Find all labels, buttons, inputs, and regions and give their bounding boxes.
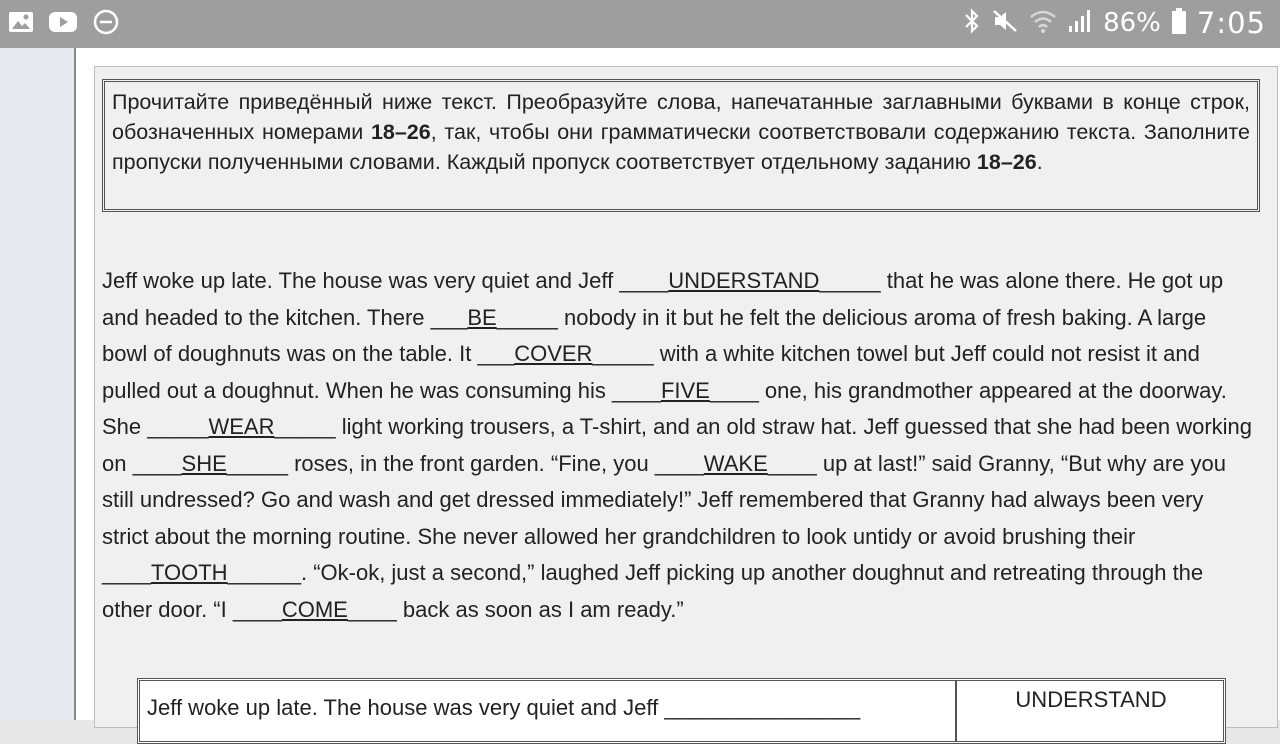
story-segment: . “Ok-ok, just a second,” laughed Jeff picking up another doughnut and retreating through the other door. “I — [102, 560, 1204, 622]
story-segment: roses, in the front garden. “Fine, you — [287, 450, 655, 476]
table-cell-word: UNDERSTAND — [1015, 687, 1167, 712]
story-text: Jeff woke up late. The house was very quiet and Jeff ____UNDERSTAND_____ that he was alone there. He got up and headed to the kitchen. There ___BE_____ nobody in it but he felt the delicious aroma of fresh baking. A large bowl of doughnuts was on the table. It ___COVER_____ with a white kitchen towel but Jeff could not resist it and pulled out a doughnut. When he was consuming his ____FIVE____ one, his grandmother appeared at the doorway. She _____WEAR_____ light working trousers, a T-shirt, and an old straw hat. Jeff guessed that she had been working on ____SHE_____ roses, in the front garden. “Fine, you ____WAKE____ up at last!” said Granny, “But why are you still undressed? Go and wash and get dressed immediately!” Jeff remembered that Granny had always been very strict about the morning routine. She never allowed her grandchildren to look untidy or avoid brushing their ____TOOTH______. “Ok-ok, just a second,” laughed Jeff picking up another doughnut and retreating through the other door. “I ____COME____ back as soon as I am ready.” — [102, 268, 1253, 622]
instructions-part1: Прочитайте приведённый ниже текст. Преобразуйте слова, напечатанные заглавными буквами в конце строк, обозначенных номерами — [112, 90, 1250, 144]
table-row-text: Jeff woke up late. The house was very quiet and Jeff ________________ — [147, 695, 861, 720]
gap-word: FIVE — [660, 377, 710, 403]
gallery-icon — [8, 10, 34, 39]
wifi-icon — [1029, 8, 1057, 38]
do-not-disturb-icon — [92, 8, 120, 41]
system-icons — [963, 6, 1266, 40]
instructions-text — [112, 87, 1250, 177]
gap-word: COME — [281, 596, 348, 622]
story-segment: up at last!” said Granny, “But why are you still undressed? Go and wash and get dressed immediately!” Jeff remembered that Granny had always been very strict about the morning routine. She never allowed her grandchildren to look untidy or avoid brushing their — [102, 450, 1226, 549]
gap-word: TOOTH — [150, 560, 228, 585]
mute-icon — [991, 7, 1019, 39]
instructions-part2: , так, чтобы они грамматически соответствовали содержанию текста. Заполните пропуски полученными словами. Каждый пропуск соответствует отдельному заданию — [112, 120, 1250, 174]
gap-word: UNDERSTAND — [668, 268, 820, 293]
task-range: 18–26 — [370, 120, 431, 144]
story-segment: Jeff woke up late. The house was very quiet and Jeff — [102, 268, 620, 293]
table-cell-sentence — [140, 681, 957, 741]
answer-table — [137, 678, 1226, 744]
bluetooth-icon — [963, 7, 981, 39]
story-segment: one, his grandmother appeared at the doorway. She — [102, 377, 1227, 439]
gap-word: BE — [467, 304, 497, 330]
battery-icon — [1171, 7, 1187, 39]
story-segment: back as soon as I am ready.” — [396, 596, 684, 622]
story-segment: nobody in it but he felt the delicious aroma of fresh baking. A large bowl of doughnuts was on the table. It — [102, 304, 1207, 366]
story-segment: light working trousers, a T-shirt, and an old straw hat. Jeff guessed that she had been working on — [102, 414, 1253, 476]
task-panel — [94, 66, 1278, 728]
gap-word: WAKE — [703, 450, 768, 476]
gap-word: COVER — [514, 341, 593, 366]
instructions-box — [102, 79, 1260, 212]
task-range: 18–26 — [976, 150, 1037, 174]
story-segment: with a white kitchen towel but Jeff could not resist it and pulled out a doughnut. When he was consuming his — [102, 341, 1200, 403]
story-segment: that he was alone there. He got up and headed to the kitchen. There — [102, 268, 1224, 330]
instructions-part3: . — [1036, 150, 1043, 174]
left-sidebar — [0, 48, 76, 720]
status-bar — [0, 0, 1280, 48]
gap-word: SHE — [181, 450, 227, 476]
battery-percentage: 86% — [1103, 8, 1161, 38]
clock: 7:05 — [1196, 6, 1266, 40]
notification-icons — [8, 8, 120, 41]
gap-word: WEAR — [208, 414, 275, 439]
signal-icon — [1067, 8, 1093, 38]
page-content — [76, 48, 1280, 720]
youtube-icon — [48, 10, 78, 39]
